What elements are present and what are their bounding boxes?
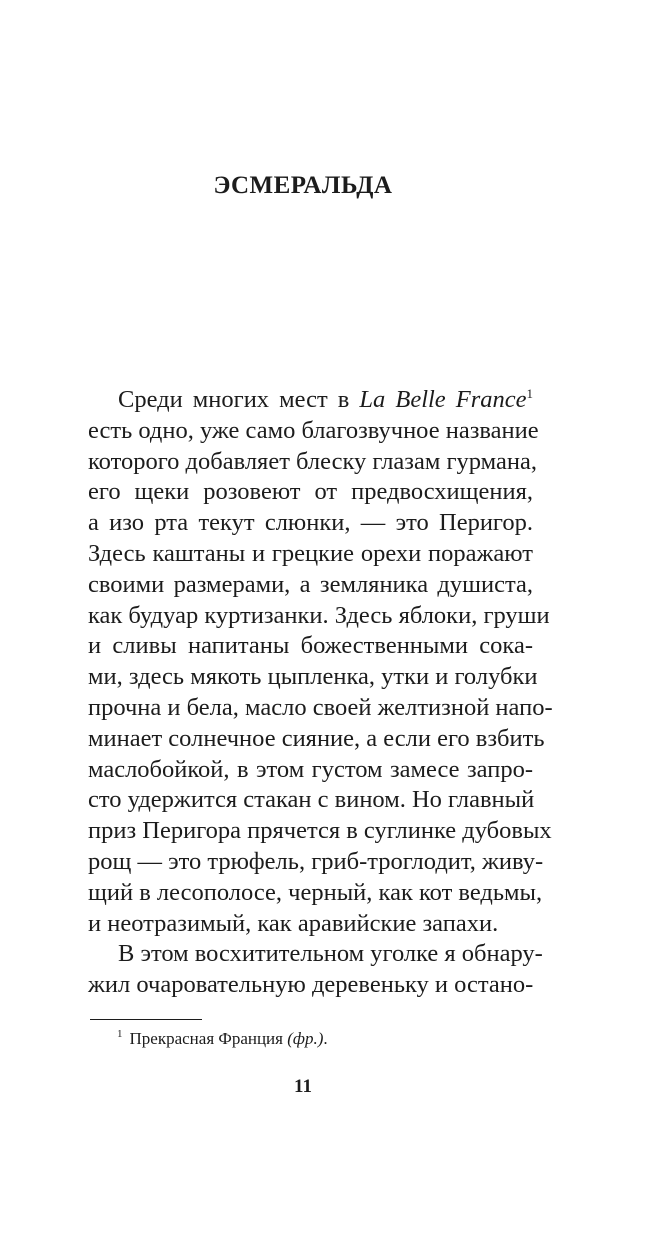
- text-line: минает солнечное сияние, а если его взбить: [88, 724, 545, 752]
- text-line: которого добавляет блеску глазам гурмана,: [88, 447, 537, 475]
- text-line: его щеки розовеют от предвосхищения,: [88, 478, 533, 506]
- text-line: ми, здесь мякоть цыпленка, утки и голубки: [88, 663, 538, 691]
- text-line: есть одно, уже само благозвучное название: [88, 416, 539, 444]
- text-line: как будуар куртизанки. Здесь яблоки, груши: [88, 601, 550, 629]
- text-line: маслобойкой, в этом густом замесе запро-: [88, 755, 533, 783]
- footnote-end: .: [323, 1029, 328, 1048]
- text-line: жил очаровательную деревеньку и остано-: [88, 971, 534, 999]
- text-line: Здесь каштаны и грецкие орехи поражают: [88, 539, 533, 567]
- text-line: сто удержится стакан с вином. Но главный: [88, 786, 535, 814]
- page-number: 11: [294, 1076, 312, 1097]
- body-text: [88, 385, 553, 1001]
- footnote-reference: 1: [526, 385, 533, 401]
- text-line: и сливы напитаны божественными сока-: [88, 632, 533, 660]
- footnote-number: 1: [117, 1028, 123, 1041]
- text-line: щий в лесополосе, черный, как кот ведьмы,: [88, 878, 543, 906]
- footnote-divider: [90, 1019, 202, 1020]
- text-line: а изо рта текут слюнки, — это Перигор.: [88, 509, 533, 537]
- text-line: приз Перигора прячется в суглинке дубовых: [88, 817, 552, 845]
- text-line: Среди многих мест в La Belle France$^1$: [118, 385, 533, 413]
- text-line: В этом восхитительном уголке я обнару-: [118, 940, 543, 968]
- text-line: прочна и бела, масло своей желтизной напо-: [88, 693, 553, 721]
- footnote: [117, 1028, 328, 1050]
- footnote-italic: (фр.): [287, 1029, 324, 1048]
- text-line: рощ — это трюфель, гриб-троглодит, живу-: [88, 847, 544, 875]
- text-line: своими размерами, а земляника душиста,: [88, 570, 533, 598]
- footnote-text: Прекрасная Франция: [129, 1029, 288, 1048]
- chapter-title: ЭСМЕРАЛЬДА: [213, 172, 393, 199]
- text-line: и неотразимый, как аравийские запахи.: [88, 909, 499, 937]
- italic-phrase: La Belle France: [359, 386, 527, 413]
